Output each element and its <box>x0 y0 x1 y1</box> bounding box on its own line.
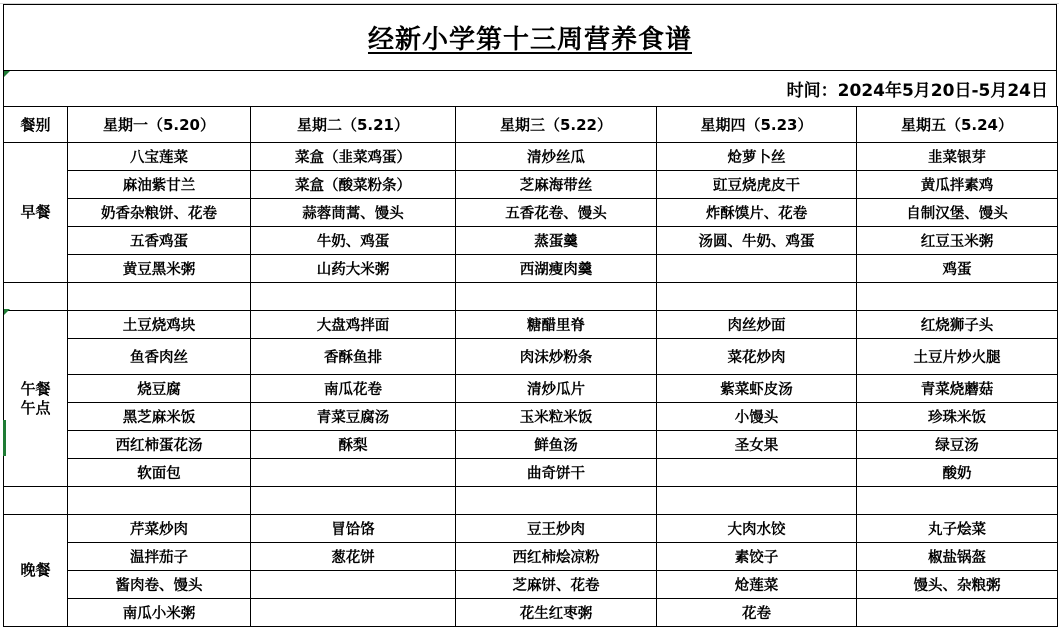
spacer-row <box>4 283 1058 311</box>
meal-label-breakfast[interactable]: 早餐 <box>4 143 68 283</box>
table-row <box>4 375 1058 403</box>
title-cell[interactable] <box>3 4 1057 70</box>
menu-cell[interactable]: 温拌茄子 <box>68 543 251 571</box>
menu-cell[interactable]: 牛奶、鸡蛋 <box>251 227 456 255</box>
menu-cell[interactable]: 紫菜虾皮汤 <box>657 375 857 403</box>
menu-cell[interactable] <box>857 599 1058 627</box>
table-row <box>4 431 1058 459</box>
menu-cell[interactable]: 菜盒（韭菜鸡蛋） <box>251 143 456 171</box>
menu-cell[interactable]: 土豆烧鸡块 <box>68 311 251 339</box>
menu-table <box>3 106 1058 627</box>
header-day-wed[interactable]: 星期三（5.22） <box>456 107 657 143</box>
menu-cell[interactable]: 软面包 <box>68 459 251 487</box>
empty-cell[interactable] <box>857 487 1058 515</box>
empty-cell[interactable] <box>251 283 456 311</box>
empty-cell[interactable] <box>456 283 657 311</box>
table-row <box>4 599 1058 627</box>
meal-label-text: 午餐午点 <box>20 379 51 417</box>
header-day-thu[interactable]: 星期四（5.23） <box>657 107 857 143</box>
menu-cell[interactable]: 蒜蓉茼蒿、馒头 <box>251 199 456 227</box>
empty-cell[interactable] <box>456 487 657 515</box>
menu-cell[interactable]: 芝麻海带丝 <box>456 171 657 199</box>
menu-cell[interactable]: 香酥鱼排 <box>251 339 456 375</box>
table-row <box>4 459 1058 487</box>
menu-cell[interactable]: 珍珠米饭 <box>857 403 1058 431</box>
header-day-tue[interactable]: 星期二（5.21） <box>251 107 456 143</box>
menu-cell[interactable]: 南瓜花卷 <box>251 375 456 403</box>
menu-cell[interactable]: 曲奇饼干 <box>456 459 657 487</box>
menu-cell[interactable]: 山药大米粥 <box>251 255 456 283</box>
menu-cell[interactable]: 糖醋里脊 <box>456 311 657 339</box>
table-row <box>4 311 1058 339</box>
table-row <box>4 515 1058 543</box>
menu-cell[interactable]: 鱼香肉丝 <box>68 339 251 375</box>
menu-cell[interactable]: 花生红枣粥 <box>456 599 657 627</box>
menu-cell[interactable]: 八宝莲菜 <box>68 143 251 171</box>
menu-cell[interactable] <box>657 459 857 487</box>
meal-label-dinner[interactable]: 晚餐 <box>4 515 68 627</box>
menu-cell[interactable]: 五香花卷、馒头 <box>456 199 657 227</box>
table-row <box>4 543 1058 571</box>
menu-cell[interactable]: 清炒瓜片 <box>456 375 657 403</box>
menu-cell[interactable]: 红豆玉米粥 <box>857 227 1058 255</box>
menu-cell[interactable]: 大盘鸡拌面 <box>251 311 456 339</box>
empty-cell[interactable] <box>657 487 857 515</box>
menu-cell[interactable]: 青菜豆腐汤 <box>251 403 456 431</box>
menu-cell[interactable]: 炸酥馍片、花卷 <box>657 199 857 227</box>
menu-cell[interactable]: 青菜烧蘑菇 <box>857 375 1058 403</box>
menu-cell[interactable]: 鸡蛋 <box>857 255 1058 283</box>
menu-cell[interactable]: 烧豆腐 <box>68 375 251 403</box>
menu-cell[interactable]: 清炒丝瓜 <box>456 143 657 171</box>
table-row <box>4 571 1058 599</box>
menu-cell[interactable]: 圣女果 <box>657 431 857 459</box>
menu-cell[interactable]: 小馒头 <box>657 403 857 431</box>
menu-cell[interactable]: 肉沫炒粉条 <box>456 339 657 375</box>
menu-cell[interactable]: 鲜鱼汤 <box>456 431 657 459</box>
menu-cell[interactable]: 黑芝麻米饭 <box>68 403 251 431</box>
menu-cell[interactable]: 炝萝卜丝 <box>657 143 857 171</box>
menu-cell[interactable]: 芹菜炒肉 <box>68 515 251 543</box>
date-range: 时间：2024年5月20日-5月24日 <box>786 81 1048 101</box>
menu-cell[interactable]: 五香鸡蛋 <box>68 227 251 255</box>
cell-comment-marker <box>4 309 10 315</box>
menu-cell[interactable]: 自制汉堡、馒头 <box>857 199 1058 227</box>
menu-cell[interactable]: 黄豆黑米粥 <box>68 255 251 283</box>
menu-cell[interactable] <box>657 255 857 283</box>
menu-cell[interactable] <box>251 459 456 487</box>
menu-cell[interactable]: 酸奶 <box>857 459 1058 487</box>
menu-cell[interactable]: 素饺子 <box>657 543 857 571</box>
header-row <box>4 107 1058 143</box>
table-row <box>4 255 1058 283</box>
menu-cell[interactable]: 豆王炒肉 <box>456 515 657 543</box>
menu-cell[interactable]: 蒸蛋羹 <box>456 227 657 255</box>
menu-cell[interactable]: 酥梨 <box>251 431 456 459</box>
menu-cell[interactable]: 西湖瘦肉羹 <box>456 255 657 283</box>
table-row <box>4 143 1058 171</box>
menu-cell[interactable] <box>251 599 456 627</box>
menu-cell[interactable]: 芝麻饼、花卷 <box>456 571 657 599</box>
table-row <box>4 171 1058 199</box>
menu-cell[interactable]: 葱花饼 <box>251 543 456 571</box>
date-cell[interactable] <box>3 70 1057 106</box>
empty-cell[interactable] <box>4 487 68 515</box>
empty-cell[interactable] <box>68 487 251 515</box>
menu-cell[interactable]: 菜花炒肉 <box>657 339 857 375</box>
empty-cell[interactable] <box>857 283 1058 311</box>
empty-cell[interactable] <box>4 283 68 311</box>
table-row <box>4 199 1058 227</box>
menu-cell[interactable]: 黄瓜拌素鸡 <box>857 171 1058 199</box>
menu-cell[interactable]: 豇豆烧虎皮干 <box>657 171 857 199</box>
menu-cell[interactable]: 冒饸饹 <box>251 515 456 543</box>
menu-cell[interactable]: 炝莲菜 <box>657 571 857 599</box>
menu-cell[interactable]: 绿豆汤 <box>857 431 1058 459</box>
menu-cell[interactable]: 玉米粒米饭 <box>456 403 657 431</box>
spacer-row <box>4 487 1058 515</box>
menu-cell[interactable]: 麻油紫甘兰 <box>68 171 251 199</box>
menu-cell[interactable]: 馒头、杂粮粥 <box>857 571 1058 599</box>
table-row <box>4 403 1058 431</box>
meal-label-lunch[interactable] <box>4 311 68 487</box>
menu-cell[interactable]: 西红柿蛋花汤 <box>68 431 251 459</box>
menu-cell[interactable]: 椒盐锅盔 <box>857 543 1058 571</box>
menu-cell[interactable]: 丸子烩菜 <box>857 515 1058 543</box>
menu-cell[interactable]: 肉丝炒面 <box>657 311 857 339</box>
header-day-fri[interactable]: 星期五（5.24） <box>857 107 1058 143</box>
empty-cell[interactable] <box>251 487 456 515</box>
menu-cell[interactable]: 红烧狮子头 <box>857 311 1058 339</box>
page-title: 经新小学第十三周营养食谱 <box>367 25 692 55</box>
table-row <box>4 227 1058 255</box>
menu-cell[interactable]: 奶香杂粮饼、花卷 <box>68 199 251 227</box>
menu-cell[interactable]: 汤圆、牛奶、鸡蛋 <box>657 227 857 255</box>
empty-cell[interactable] <box>68 283 251 311</box>
menu-cell[interactable]: 菜盒（酸菜粉条） <box>251 171 456 199</box>
menu-cell[interactable]: 南瓜小米粥 <box>68 599 251 627</box>
menu-cell[interactable]: 酱肉卷、馒头 <box>68 571 251 599</box>
row-selection-edge <box>3 420 6 456</box>
header-meal[interactable]: 餐别 <box>4 107 68 143</box>
menu-cell[interactable]: 花卷 <box>657 599 857 627</box>
menu-cell[interactable]: 大肉水饺 <box>657 515 857 543</box>
empty-cell[interactable] <box>657 283 857 311</box>
header-day-mon[interactable]: 星期一（5.20） <box>68 107 251 143</box>
table-row <box>4 339 1058 375</box>
menu-cell[interactable] <box>251 571 456 599</box>
menu-cell[interactable]: 韭菜银芽 <box>857 143 1058 171</box>
menu-cell[interactable]: 土豆片炒火腿 <box>857 339 1058 375</box>
menu-cell[interactable]: 西红柿烩凉粉 <box>456 543 657 571</box>
